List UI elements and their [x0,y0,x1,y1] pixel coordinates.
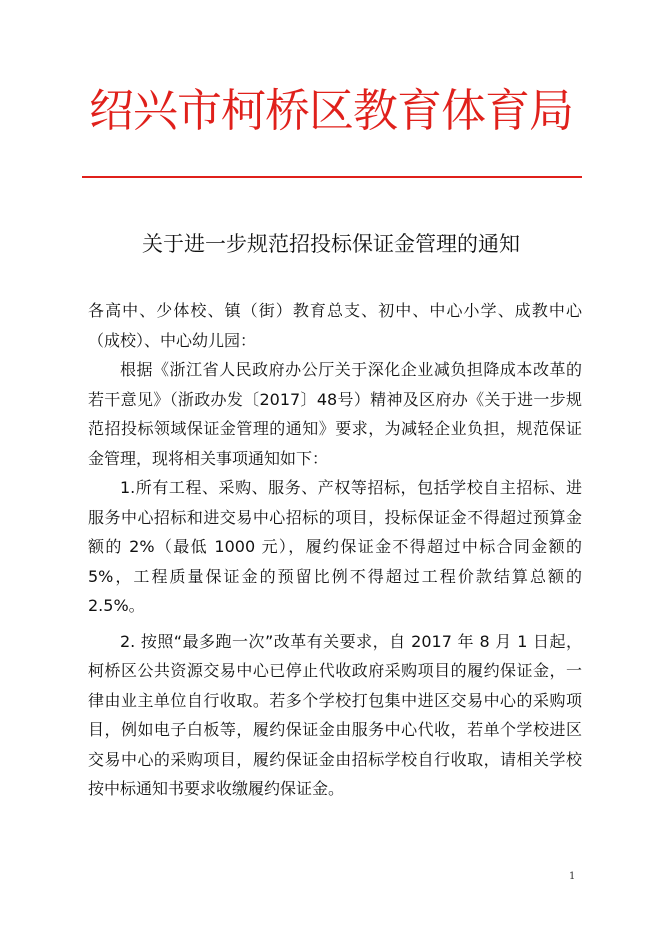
item-paragraph-2: 2. 按照“最多跑一次”改革有关要求，自 2017 年 8 月 1 日起，柯桥区公共资源交易中心已停止代收政府采购项目的履约保证金，一律由业主单位自行收取。若多个学校打包集中进区交易中心的采购项目，例如电子白板等，履约保证金由服务中心代收，若单个学校进区交易中心的采购项目，履约保证金由招标学校自行收取，请相关学校按中标通知书要求收缴履约保证金。 [88,631,582,798]
document-body [88,296,582,804]
letterhead-divider [82,176,582,178]
page-number: 1 [569,871,576,882]
intro-paragraph: 根据《浙江省人民政府办公厅关于深化企业减负担降成本改革的若干意见》（浙政办发〔2017〕48号）精神及区府办《关于进一步规范招投标领域保证金管理的通知》要求，为减轻企业负担，规范保证金管理，现将相关事项通知如下： [88,360,582,468]
organization-name: 绍兴市柯桥区教育体育局 [88,84,573,137]
addressee-paragraph: 各高中、少体校、镇（街）教育总支、初中、中心小学、成教中心（成校）、中心幼儿园： [88,301,582,350]
document-title: 关于进一步规范招投标保证金管理的通知 [142,232,520,256]
item-paragraph-1: 1.所有工程、采购、服务、产权等招标，包括学校自主招标、进服务中心招标和进交易中心招标的项目，投标保证金不得超过预算金额的 2%（最低 1000 元），履约保证金不得超过中标合同金额的 5%，工程质量保证金的预留比例不得超过工程价款结算总额的 2.5%。 [88,478,582,615]
